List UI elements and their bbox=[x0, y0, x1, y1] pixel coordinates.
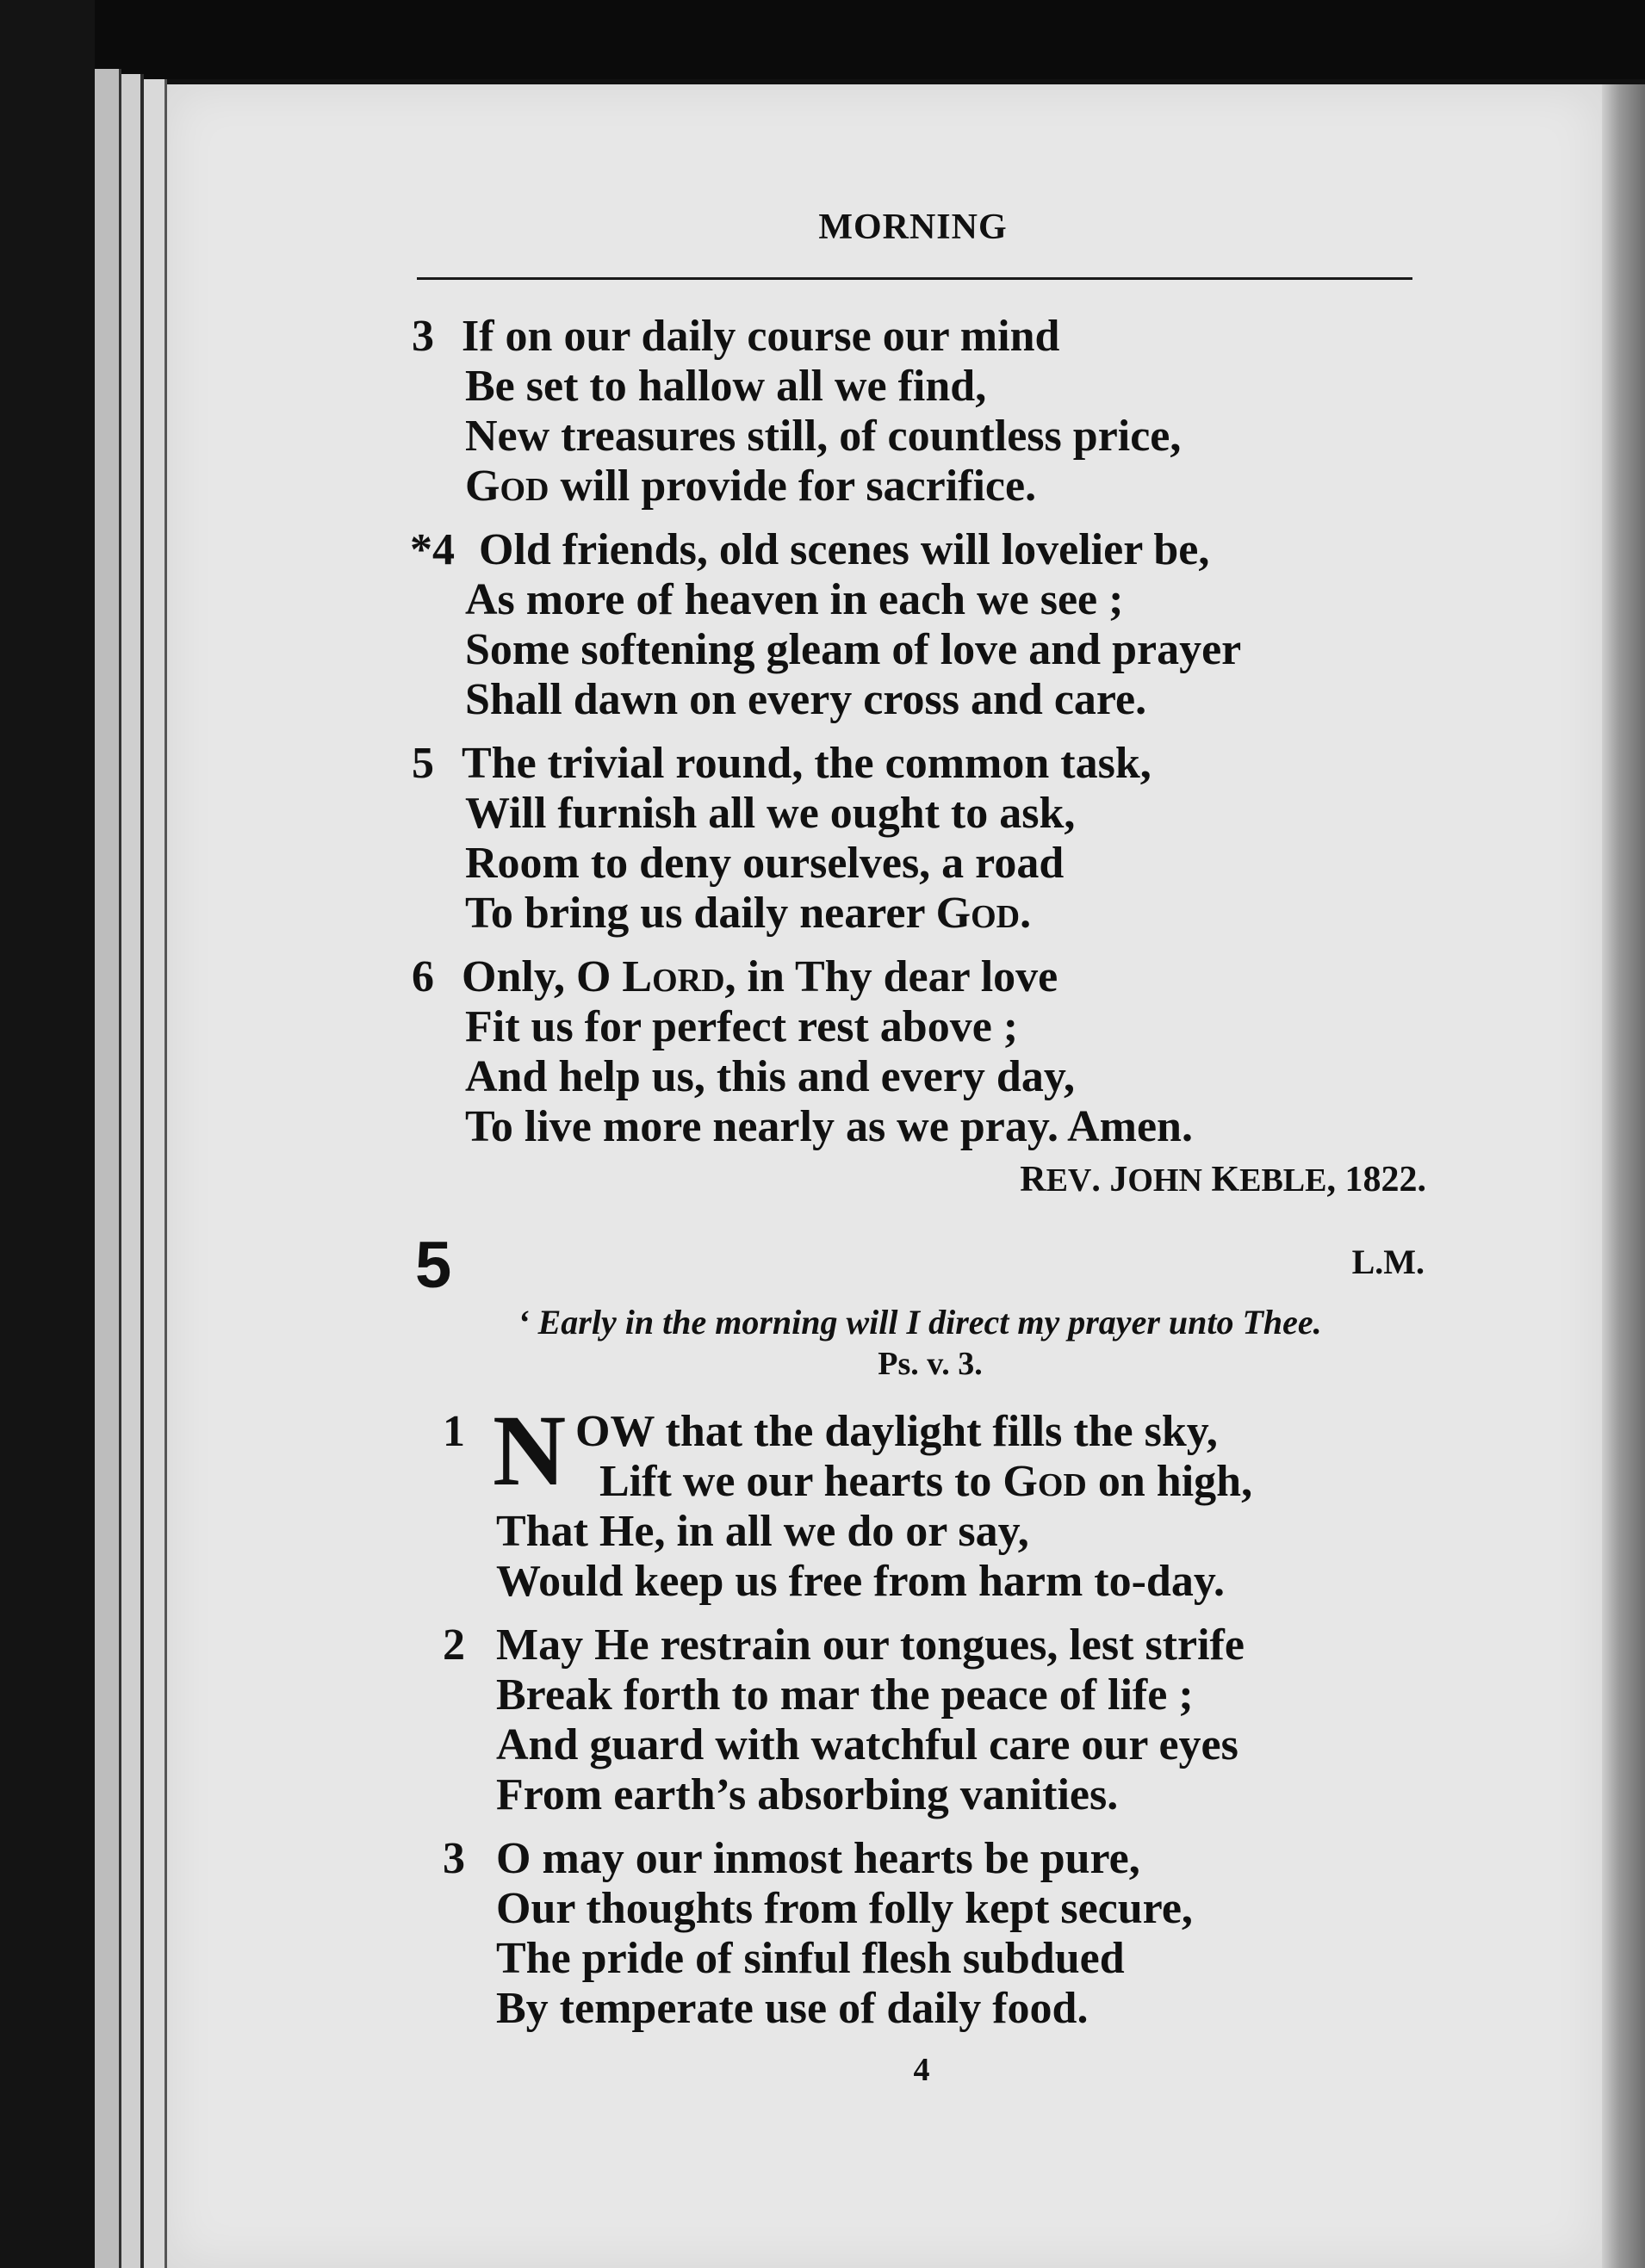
hymn-attribution: REV. JOHN KEBLE, 1822. bbox=[1020, 1160, 1426, 1199]
verse-line: If on our daily course our mind bbox=[462, 312, 1060, 361]
verse-number: 5 bbox=[412, 739, 434, 788]
verse-line: From earth’s absorbing vanities. bbox=[496, 1770, 1119, 1819]
verse-line: Room to deny ourselves, a road bbox=[465, 839, 1065, 888]
verse-line: That He, in all we do or say, bbox=[496, 1507, 1029, 1556]
page-number: 4 bbox=[913, 2052, 930, 2088]
verse-line: The trivial round, the common task, bbox=[462, 739, 1152, 788]
verse-line: Shall dawn on every cross and care. bbox=[465, 675, 1147, 724]
verse-line: O may our inmost hearts be pure, bbox=[496, 1834, 1140, 1883]
verse-line: Some softening gleam of love and prayer bbox=[465, 625, 1242, 674]
scripture-reference: Ps. v. 3. bbox=[878, 1346, 983, 1382]
verse-line: Fit us for perfect rest above ; bbox=[465, 1002, 1019, 1051]
page-edge-right bbox=[1602, 84, 1645, 2268]
hymn-meter: L.M. bbox=[1351, 1242, 1425, 1281]
page-edge bbox=[121, 74, 144, 2268]
verse-line: Be set to hallow all we find, bbox=[465, 362, 987, 411]
verse-line: GOD will provide for sacrifice. bbox=[465, 462, 1037, 511]
running-head: MORNING bbox=[818, 208, 1008, 247]
hymn-epigraph: ‘ Early in the morning will I direct my prayer unto Thee. bbox=[518, 1303, 1322, 1342]
verse-number: 3 bbox=[443, 1834, 465, 1883]
verse-line: To bring us daily nearer GOD. bbox=[465, 889, 1032, 938]
verse-line: As more of heaven in each we see ; bbox=[465, 575, 1124, 624]
verse-number: 3 bbox=[412, 312, 434, 361]
scan-background-top bbox=[0, 0, 1645, 79]
header-rule bbox=[417, 277, 1412, 280]
verse-line: By temperate use of daily food. bbox=[496, 1984, 1089, 2033]
page-edge bbox=[95, 69, 121, 2268]
verse-line: OW that the daylight fills the sky, bbox=[575, 1407, 1218, 1456]
verse-line: To live more nearly as we pray. Amen. bbox=[465, 1102, 1193, 1151]
verse-line: Break forth to mar the peace of life ; bbox=[496, 1670, 1194, 1720]
verse-number: 2 bbox=[443, 1620, 465, 1670]
verse-line: Our thoughts from folly kept secure, bbox=[496, 1884, 1193, 1933]
verse-number: 1 bbox=[443, 1407, 465, 1456]
verse-line: Only, O LORD, in Thy dear love bbox=[462, 952, 1058, 1001]
verse-line: May He restrain our tongues, lest strife bbox=[496, 1620, 1245, 1670]
hymn-number: 5 bbox=[415, 1229, 452, 1302]
verse-number: 6 bbox=[412, 952, 434, 1001]
verse-line: Lift we our hearts to GOD on high, bbox=[599, 1457, 1253, 1506]
verse-line: New treasures still, of countless price, bbox=[465, 412, 1182, 461]
drop-cap: N bbox=[493, 1394, 567, 1507]
verse-line: And help us, this and every day, bbox=[465, 1052, 1075, 1101]
scan-background-left bbox=[0, 0, 95, 2268]
verse-line: Will furnish all we ought to ask, bbox=[465, 789, 1076, 838]
page-edge bbox=[144, 79, 167, 2268]
verse-line: And guard with watchful care our eyes bbox=[496, 1720, 1238, 1769]
verse-line: Old friends, old scenes will lovelier be, bbox=[479, 525, 1210, 574]
verse-line: The pride of sinful flesh subdued bbox=[496, 1934, 1125, 1983]
verse-number: *4 bbox=[410, 525, 455, 574]
verse-line: Would keep us free from harm to-day. bbox=[496, 1557, 1225, 1606]
